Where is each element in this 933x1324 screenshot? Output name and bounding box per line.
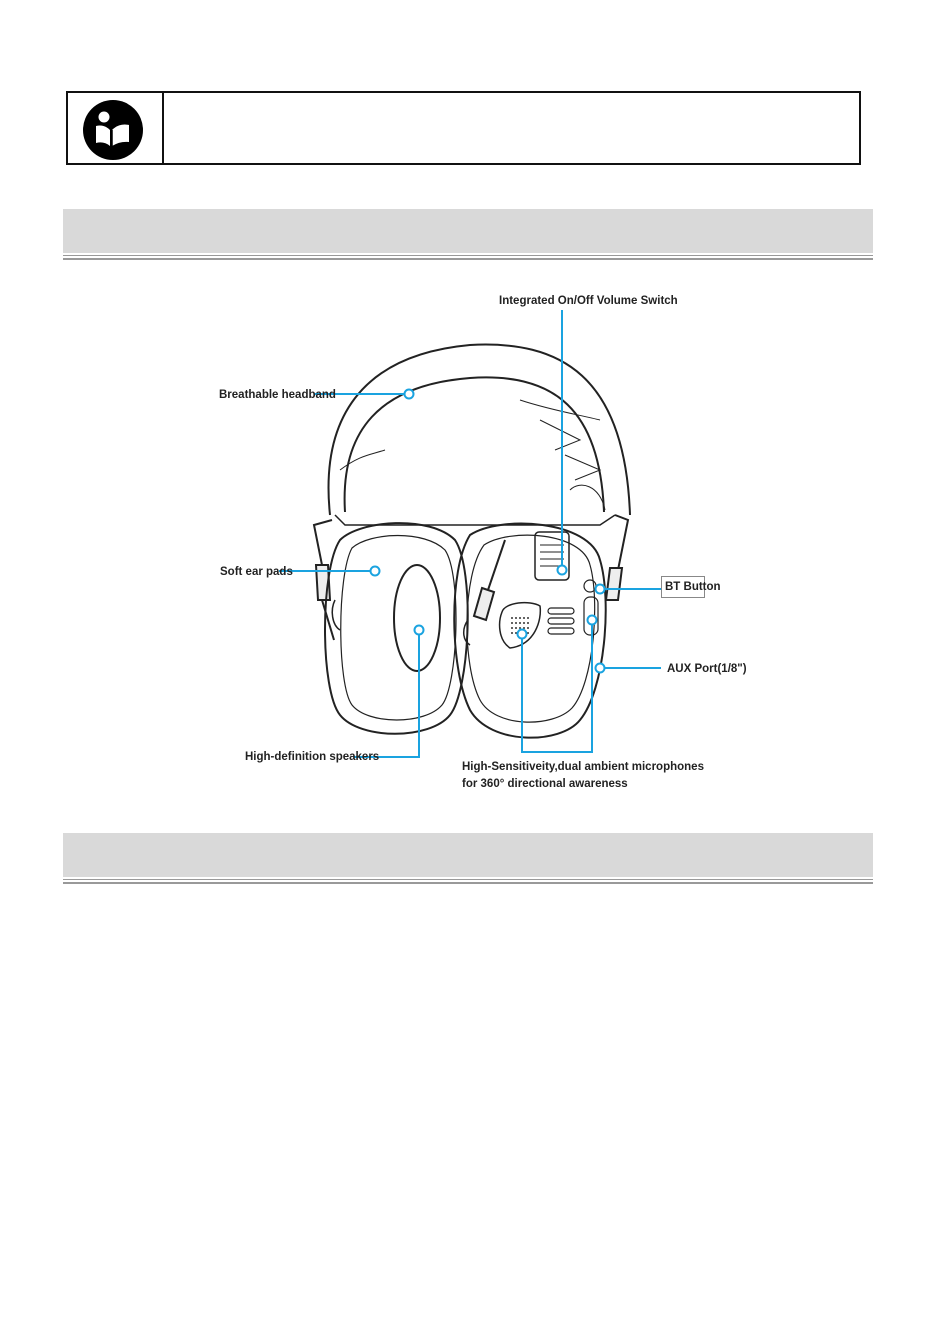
speakers-label: High-definition speakers: [245, 751, 380, 763]
right-ear-cup: [454, 524, 605, 738]
left-ear-cup: [325, 523, 468, 734]
left-arm: [314, 520, 334, 640]
microphones-label-line1: High-Sensitiveity,dual ambient microphones: [462, 761, 704, 773]
headband: [329, 345, 630, 525]
volume-switch-label: Integrated On/Off Volume Switch: [499, 295, 678, 307]
aux-port-label: AUX Port(1/8"): [667, 663, 747, 675]
bt-button-label-box: [661, 576, 721, 598]
ear-pads-label: Soft ear pads: [220, 566, 293, 578]
microphones-label-line2: for 360° directional awareness: [462, 778, 628, 790]
headband-label: Breathable headband: [219, 389, 336, 401]
bt-button-label: BT Button: [665, 581, 721, 593]
